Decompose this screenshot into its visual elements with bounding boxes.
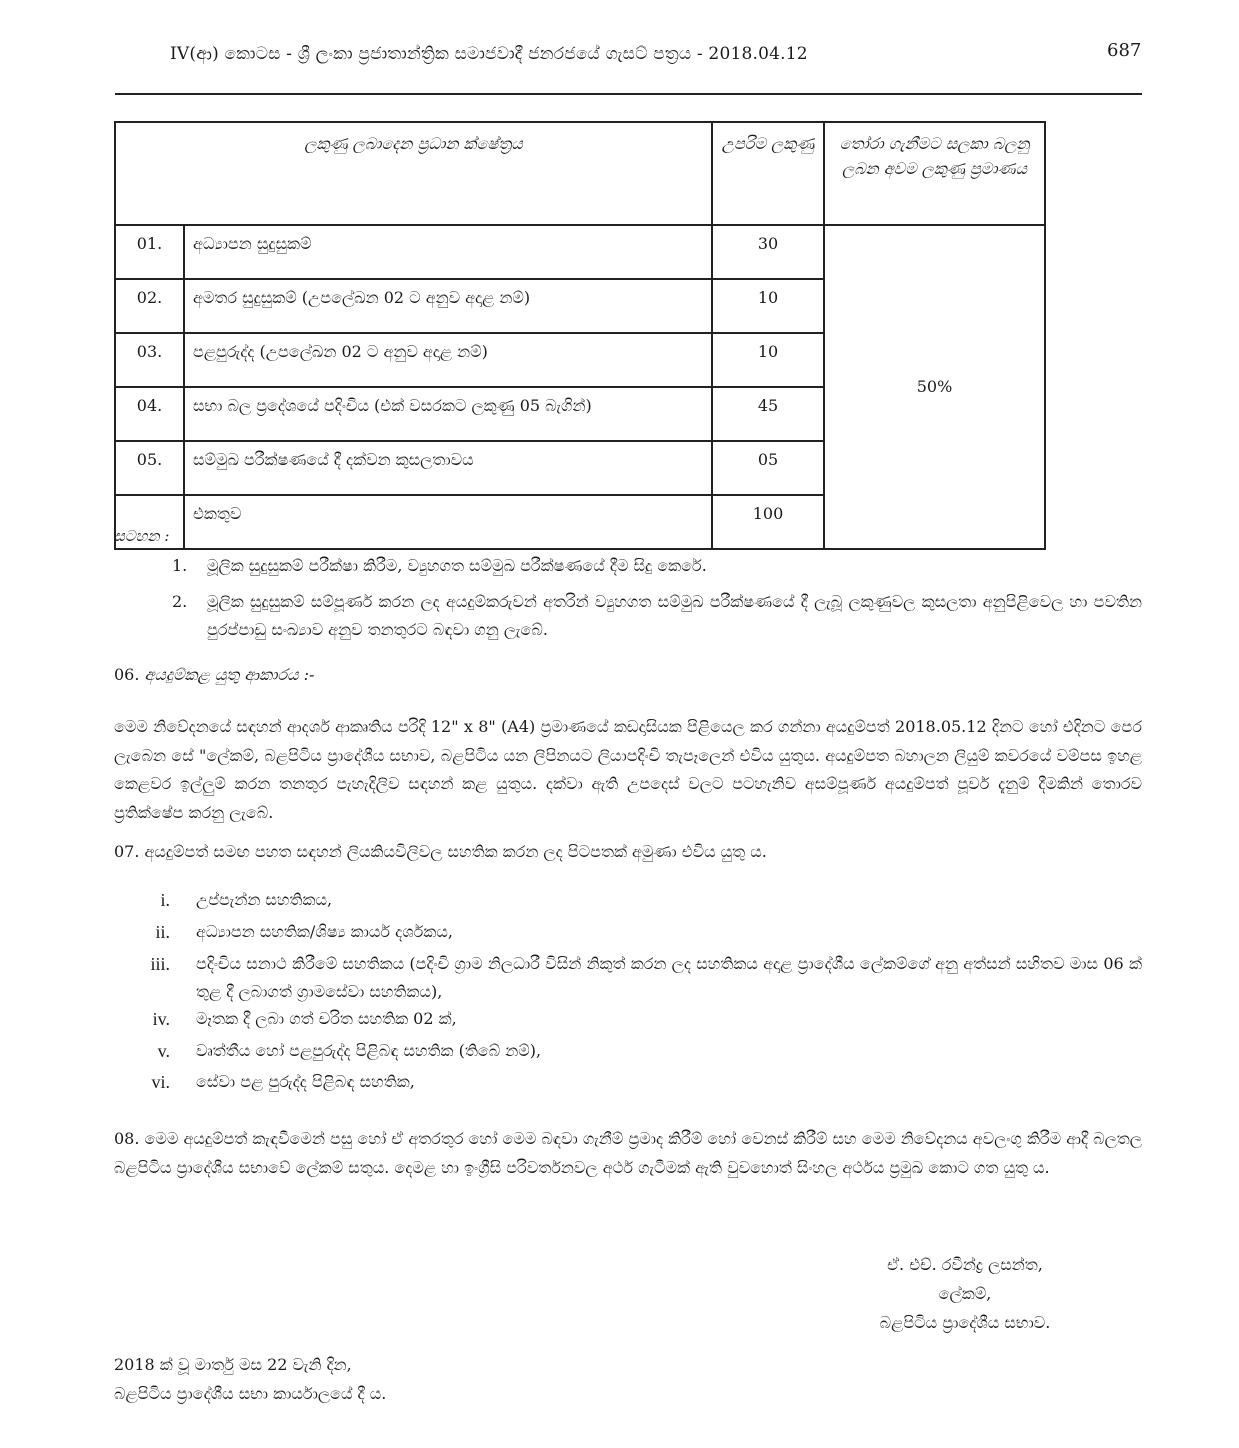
total-label: එකතුව [184,495,712,549]
note-number: 2. [172,592,188,611]
row-area: සම්මුඛ පරීක්ෂණයේ දී දක්වන කුසලතාවය [184,441,712,495]
dateline-date: 2018 ක් වූ මාර්තු මස 22 වැනි දින, [114,1355,352,1374]
table-header-row [115,122,1045,225]
marks-table [114,121,1046,550]
dateline-place: බළපිටිය ප්‍රාදේශීය සභා කාර්යාලයේ දී ය. [114,1384,387,1403]
note-text: මූලික සුදුසුකම් සම්පූර්ණ කරන ලද අයදුම්කරුවන් අතරින් ව්‍යුහගත සම්මුඛ පරීක්ෂණයේ දී ලැබූ ලකුණුවල කුසලතා අනුපිළිවෙල හා පවතින පුරප්පාඩු සංඛ්‍යාව අනුව තනතුරට බඳවා ගනු ලැබේ. [207,592,1142,639]
section-6-title [114,665,314,685]
signatory-designation: ලේකම්, [938,1284,992,1303]
signature-block [840,1250,1090,1337]
header-min-marks: තෝරා ගැනීමට සලකා බලනු ලබන අවම ලකුණු ප්‍රමාණය [824,122,1045,225]
dateline-block [114,1350,386,1408]
section-7-intro: 07. අයදුම්පත් සමඟ පහත සඳහන් ලියකියවිලිවල සහතික කරන ලද පිටපතක් අමුණා එවිය යුතු ය. [114,842,767,861]
section-6-number: 06. [114,665,140,684]
notes-title: සටහන : [114,527,170,545]
list-numeral: i. [160,890,170,910]
list-numeral: iii. [150,954,170,974]
row-area: අමතර සුදුසුකම් (උපලේඛන 02 ට අනුව අදාළ නම්) [184,279,712,333]
row-number: 04. [115,387,184,441]
row-marks: 10 [712,333,824,387]
list-text: වෘත්තීය හෝ පළපුරුද්ද පිළිබඳ සහතික (තිබේ නම්), [196,1041,542,1060]
note-text: මූලික සුදුසුකම් පරීක්ෂා කිරීම, ව්‍යුහගත සම්මුඛ පරීක්ෂණයේ දීම සිදු කෙරේ. [207,556,707,575]
note-number: 1. [172,556,188,575]
list-text: පදිංචිය සනාථ කිරීමේ සහතිකය (පදිංචි ග්‍රාම නිලධාරී විසින් නිකුත් කරන ලද සහතිකය අදාළ ප්‍රාදේශීය ලේකම්ගේ අනු අත්සන් සහිතව මාස 06 ක් තුළ දී ලබාගත් ග්‍රාමසේවා සහතිකය), [196,954,1142,1001]
list-text: අධ්‍යාපන සහතික/ශිෂ්‍ය කාර්ය දර්ශකය, [196,922,453,941]
total-marks: 100 [712,495,824,549]
signatory-office: බළපිටිය ප්‍රාදේශීය සභාව. [879,1313,1051,1332]
section-6-heading: අයදුම්කළ යුතු ආකාරය :- [144,665,315,684]
section-6-body: මෙම නිවේදනයේ සඳහන් ආදර්ශ ආකෘතිය පරිදි 12" x 8" (A4) ප්‍රමාණයේ කඩදාසියක පිළියෙල කර ගන්නා අයදුම්පත් 2018.05.12 දිනට හෝ එදිනට පෙර ලැබෙන සේ "ලේකම්, බළපිටිය ප්‍රාදේශීය සභාව, බළපිටිය යන ලිපිනයට ලියාපදිංචි තැපෑලෙන් එවිය යුතුය. අයදුම්පත බහාලන ලියුම් කවරයේ වම්පස ඉහළ කෙළවර ඉල්ලුම් කරන තනතුර පැහැදිලිව සඳහන් කළ යුතුය. දක්වා ඇති උපදෙස් වලට පටහැනිව අසම්පූර්ණ අයදුම්පත් පූර්ව දැනුම් දීමකින් තොරව ප්‍රතික්ෂේප කරනු ලැබේ. [114,717,1142,822]
row-marks: 05 [712,441,824,495]
row-number: 03. [115,333,184,387]
header-title: IV(ආ) කොටස - ශ්‍රී ලංකා ප්‍රජාතාන්ත්‍රික සමාජවාදී ජනරජයේ ගැසට් පත්‍රය - 2018.04.12 [170,44,808,64]
list-numeral: vi. [151,1072,170,1092]
header-max-marks: උපරිම ලකුණු [712,122,824,225]
list-text: මෑතක දී ලබා ගත් චරිත සහතික 02 ක්, [196,1009,457,1028]
page-number: 687 [1107,40,1142,61]
row-marks: 10 [712,279,824,333]
section-8-body: 08. මෙම අයදුම්පත් කැඳවීමෙන් පසු හෝ ඒ අතරතුර හෝ මෙම බඳවා ගැනීම් ප්‍රමාද කිරීම් හෝ වෙනස් කිරීම් සහ මෙම නිවේදනය අවලංගු කිරීම ආදී බලතල බළපිටිය ප්‍රාදේශීය සභාවේ ලේකම් සතුය. දෙමළ හා ඉංග්‍රීසි පරිවර්තනවල අර්ථ ගැටීමක් ඇති වුවහොත් සිංහල අර්ථය ප්‍රමුඛ කොට ගත යුතු ය. [114,1129,1142,1177]
row-area: පළපුරුද්ද (උපලේඛන 02 ට අනුව අදාළ නම්) [184,333,712,387]
list-text: සේවා පළ පුරුද්ද පිළිබඳ සහතික, [196,1072,415,1091]
signatory-name: ඒ. එච්. රවීන්ද්‍ර ලසන්ත, [887,1255,1043,1274]
header-area: ලකුණු ලබාදෙන ප්‍රධාන ක්ෂේත්‍රය [115,122,712,225]
header-divider [115,93,1142,95]
table-row [115,225,1045,279]
min-marks-value: 50% [824,225,1045,549]
list-text: උප්පැන්න සහතිකය, [196,890,333,909]
row-number: 05. [115,441,184,495]
row-number: 02. [115,279,184,333]
note-item [172,552,1142,580]
row-marks: 30 [712,225,824,279]
list-numeral: ii. [155,922,170,942]
row-area: සභා බල ප්‍රදේශයේ පදිංචිය (එක් වසරකට ලකුණු 05 බැගින්) [184,387,712,441]
row-number: 01. [115,225,184,279]
list-numeral: iv. [152,1009,170,1029]
list-numeral: v. [157,1041,170,1061]
row-marks: 45 [712,387,824,441]
note-item [172,588,1142,639]
row-area: අධ්‍යාපන සුදුසුකම් [184,225,712,279]
